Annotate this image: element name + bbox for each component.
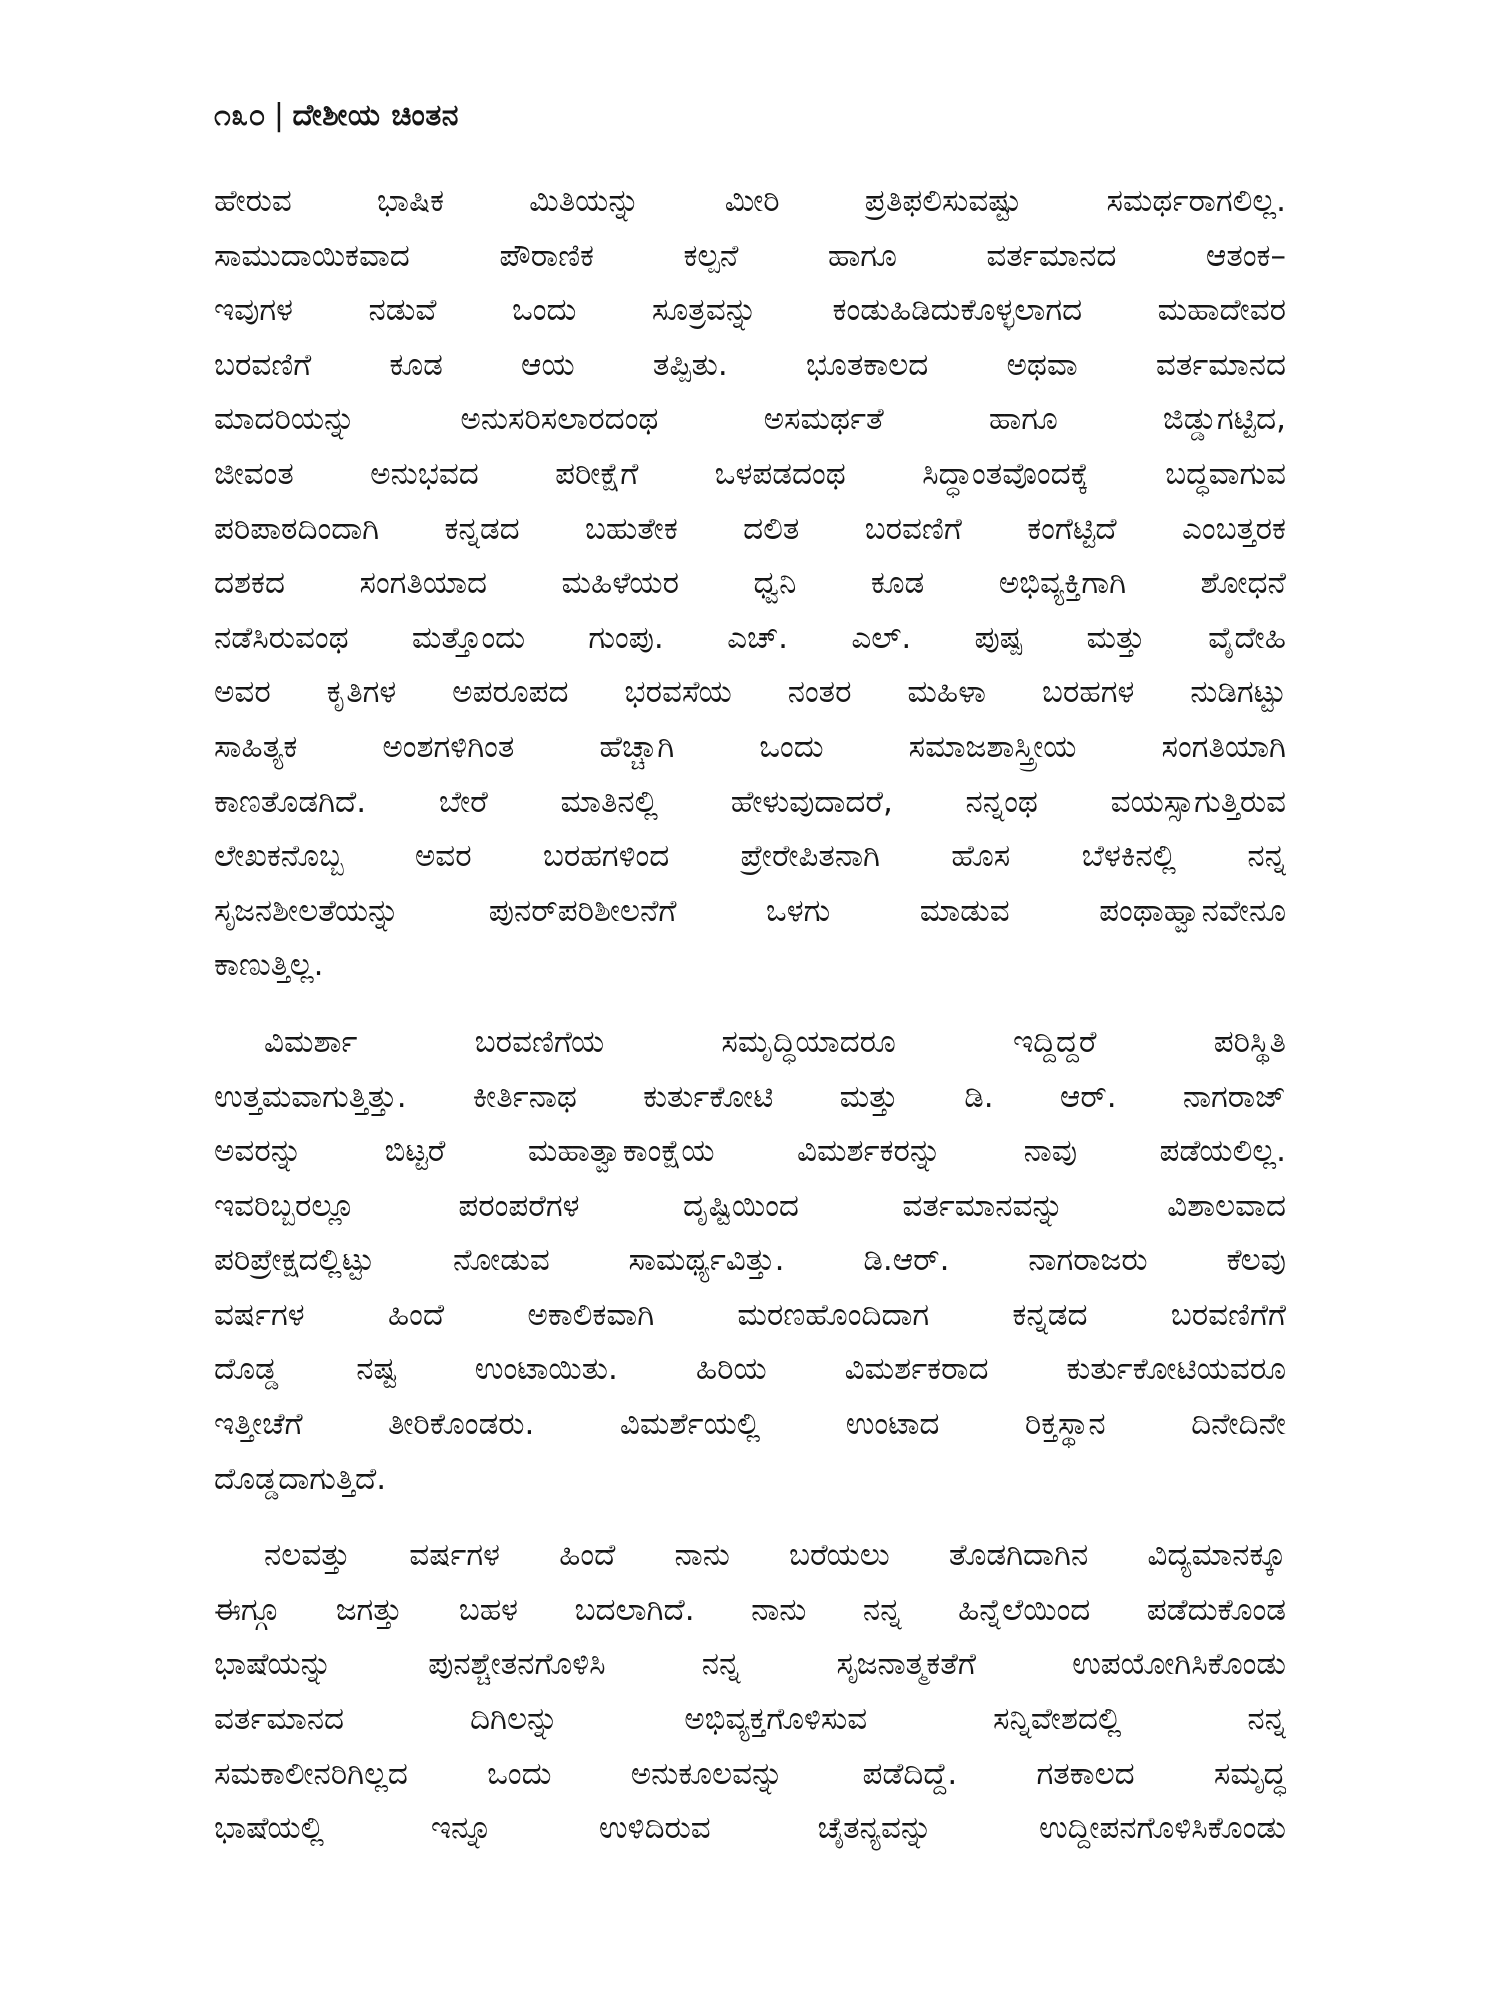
- text-line: ಸಮಕಾಲೀನರಿಗಿಲ್ಲದ ಒಂದು ಅನುಕೂಲವನ್ನು ಪಡೆದಿದ್ದೆ. ಗತಕಾಲದ ಸಮೃದ್ಧ: [214, 1755, 1286, 1792]
- text-line: ಇವುಗಳ ನಡುವೆ ಒಂದು ಸೂತ್ರವನ್ನು ಕಂಡುಹಿಡಿದುಕೊಳ್ಳಲಾಗದ ಮಹಾದೇವರ: [214, 292, 1286, 329]
- body-text: [214, 174, 1286, 1856]
- text-line: ಈಗ್ಗೂ ಜಗತ್ತು ಬಹಳ ಬದಲಾಗಿದೆ. ನಾನು ನನ್ನ ಹಿನ್ನೆಲೆಯಿಂದ ಪಡೆದುಕೊಂಡ: [214, 1591, 1286, 1628]
- text-line: ದೊಡ್ಡ ನಷ್ಟ ಉಂಟಾಯಿತು. ಹಿರಿಯ ವಿಮರ್ಶಕರಾದ ಕುರ್ತುಕೋಟಿಯವರೂ: [214, 1351, 1286, 1388]
- text-line: ವರ್ಷಗಳ ಹಿಂದೆ ಅಕಾಲಿಕವಾಗಿ ಮರಣಹೊಂದಿದಾಗ ಕನ್ನಡದ ಬರವಣಿಗೆಗೆ: [214, 1296, 1286, 1333]
- text-line: ನಲವತ್ತು ವರ್ಷಗಳ ಹಿಂದೆ ನಾನು ಬರೆಯಲು ತೊಡಗಿದಾಗಿನ ವಿದ್ಯಮಾನಕ್ಕೂ: [264, 1537, 1286, 1574]
- text-line: ಪರಿಪಾಠದಿಂದಾಗಿ ಕನ್ನಡದ ಬಹುತೇಕ ದಲಿತ ಬರವಣಿಗೆ ಕಂಗೆಟ್ಟಿದೆ ಎಂಬತ್ತರಕ: [214, 510, 1286, 547]
- text-line: ಸೃಜನಶೀಲತೆಯನ್ನು ಪುನರ್‌ಪರಿಶೀಲನೆಗೆ ಒಳಗು ಮಾಡುವ ಪಂಥಾಹ್ವಾನವೇನೂ: [214, 892, 1286, 929]
- text-line: ಬರವಣಿಗೆ ಕೂಡ ಆಯ ತಪ್ಪಿತು. ಭೂತಕಾಲದ ಅಥವಾ ವರ್ತಮಾನದ: [214, 346, 1286, 383]
- running-header: [214, 98, 459, 133]
- text-line: ಕಾಣತೊಡಗಿದೆ. ಬೇರೆ ಮಾತಿನಲ್ಲಿ ಹೇಳುವುದಾದರೆ, ನನ್ನಂಥ ವಯಸ್ಸಾಗುತ್ತಿರುವ: [214, 783, 1286, 820]
- paragraph-3: [214, 1528, 1286, 1856]
- text-line: ದೊಡ್ಡದಾಗುತ್ತಿದೆ.: [214, 1460, 387, 1497]
- text-line: ಜೀವಂತ ಅನುಭವದ ಪರೀಕ್ಷೆಗೆ ಒಳಪಡದಂಥ ಸಿದ್ಧಾಂತವೊಂದಕ್ಕೆ ಬದ್ಧವಾಗುವ: [214, 455, 1286, 492]
- book-title: ದೇಶೀಯ ಚಿಂತನ: [292, 98, 459, 133]
- text-line: ಇತ್ತೀಚೆಗೆ ತೀರಿಕೊಂಡರು. ವಿಮರ್ಶೆಯಲ್ಲಿ ಉಂಟಾದ ರಿಕ್ತಸ್ಥಾನ ದಿನೇದಿನೇ: [214, 1406, 1286, 1443]
- text-line: ನಡೆಸಿರುವಂಥ ಮತ್ತೊಂದು ಗುಂಪು. ಎಚ್. ಎಲ್. ಪುಷ್ಪ ಮತ್ತು ವೈದೇಹಿ: [214, 619, 1286, 656]
- text-line: ಸಾಮುದಾಯಿಕವಾದ ಪೌರಾಣಿಕ ಕಲ್ಪನೆ ಹಾಗೂ ವರ್ತಮಾನದ ಆತಂಕ–: [214, 237, 1286, 274]
- paragraph-gap: [214, 1506, 1286, 1528]
- paragraph-2: [214, 1015, 1286, 1506]
- text-line: ದಶಕದ ಸಂಗತಿಯಾದ ಮಹಿಳೆಯರ ಧ್ವನಿ ಕೂಡ ಅಭಿವ್ಯಕ್ತಿಗಾಗಿ ಶೋಧನೆ: [214, 565, 1286, 602]
- text-line: ಕಾಣುತ್ತಿಲ್ಲ.: [214, 947, 324, 984]
- text-line: ಅವರನ್ನು ಬಿಟ್ಟರೆ ಮಹಾತ್ವಾಕಾಂಕ್ಷೆಯ ವಿಮರ್ಶಕರನ್ನು ನಾವು ಪಡೆಯಲಿಲ್ಲ.: [214, 1133, 1286, 1170]
- text-line: ಅವರ ಕೃತಿಗಳ ಅಪರೂಪದ ಭರವಸೆಯ ನಂತರ ಮಹಿಳಾ ಬರಹಗಳ ನುಡಿಗಟ್ಟು: [214, 674, 1286, 711]
- paragraph-gap: [214, 993, 1286, 1015]
- text-line: ವರ್ತಮಾನದ ದಿಗಿಲನ್ನು ಅಭಿವ್ಯಕ್ತಗೊಳಿಸುವ ಸನ್ನಿವೇಶದಲ್ಲಿ ನನ್ನ: [214, 1701, 1286, 1738]
- text-line: ಪರಿಪ್ರೇಕ್ಷದಲ್ಲಿಟ್ಟು ನೋಡುವ ಸಾಮರ್ಥ್ಯವಿತ್ತು. ಡಿ.ಆರ್. ನಾಗರಾಜರು ಕೆಲವು: [214, 1242, 1286, 1279]
- text-line: ಭಾಷೆಯಲ್ಲಿ ಇನ್ನೂ ಉಳಿದಿರುವ ಚೈತನ್ಯವನ್ನು ಉದ್ದೀಪನಗೊಳಿಸಿಕೊಂಡು: [214, 1810, 1286, 1847]
- header-separator: |: [273, 98, 285, 133]
- text-line: ಲೇಖಕನೊಬ್ಬ ಅವರ ಬರಹಗಳಿಂದ ಪ್ರೇರೇಪಿತನಾಗಿ ಹೊಸ ಬೆಳಕಿನಲ್ಲಿ ನನ್ನ: [214, 838, 1286, 875]
- text-line: ವಿಮರ್ಶಾ ಬರವಣಿಗೆಯ ಸಮೃದ್ಧಿಯಾದರೂ ಇದ್ದಿದ್ದರೆ ಪರಿಸ್ಥಿತಿ: [264, 1023, 1286, 1060]
- text-line: ಭಾಷೆಯನ್ನು ಪುನಶ್ಚೇತನಗೊಳಿಸಿ ನನ್ನ ಸೃಜನಾತ್ಮಕತೆಗೆ ಉಪಯೋಗಿಸಿಕೊಂಡು: [214, 1646, 1286, 1683]
- text-line: ಮಾದರಿಯನ್ನು ಅನುಸರಿಸಲಾರದಂಥ ಅಸಮರ್ಥತೆ ಹಾಗೂ ಜಿಡ್ಡುಗಟ್ಟಿದ,: [214, 401, 1286, 438]
- text-line: ಸಾಹಿತ್ಯಕ ಅಂಶಗಳಿಗಿಂತ ಹೆಚ್ಚಾಗಿ ಒಂದು ಸಮಾಜಶಾಸ್ತ್ರೀಯ ಸಂಗತಿಯಾಗಿ: [214, 728, 1286, 765]
- page-number: ೧೩೦: [214, 98, 266, 133]
- text-line: ಇವರಿಬ್ಬರಲ್ಲೂ ಪರಂಪರೆಗಳ ದೃಷ್ಟಿಯಿಂದ ವರ್ತಮಾನವನ್ನು ವಿಶಾಲವಾದ: [214, 1187, 1286, 1224]
- paragraph-1: [214, 174, 1286, 993]
- text-line: ಉತ್ತಮವಾಗುತ್ತಿತ್ತು. ಕೀರ್ತಿನಾಥ ಕುರ್ತುಕೋಟಿ ಮತ್ತು ಡಿ. ಆರ್. ನಾಗರಾಜ್: [214, 1078, 1286, 1115]
- text-line: ಹೇರುವ ಭಾಷಿಕ ಮಿತಿಯನ್ನು ಮೀರಿ ಪ್ರತಿಫಲಿಸುವಷ್ಟು ಸಮರ್ಥರಾಗಲಿಲ್ಲ.: [214, 183, 1286, 219]
